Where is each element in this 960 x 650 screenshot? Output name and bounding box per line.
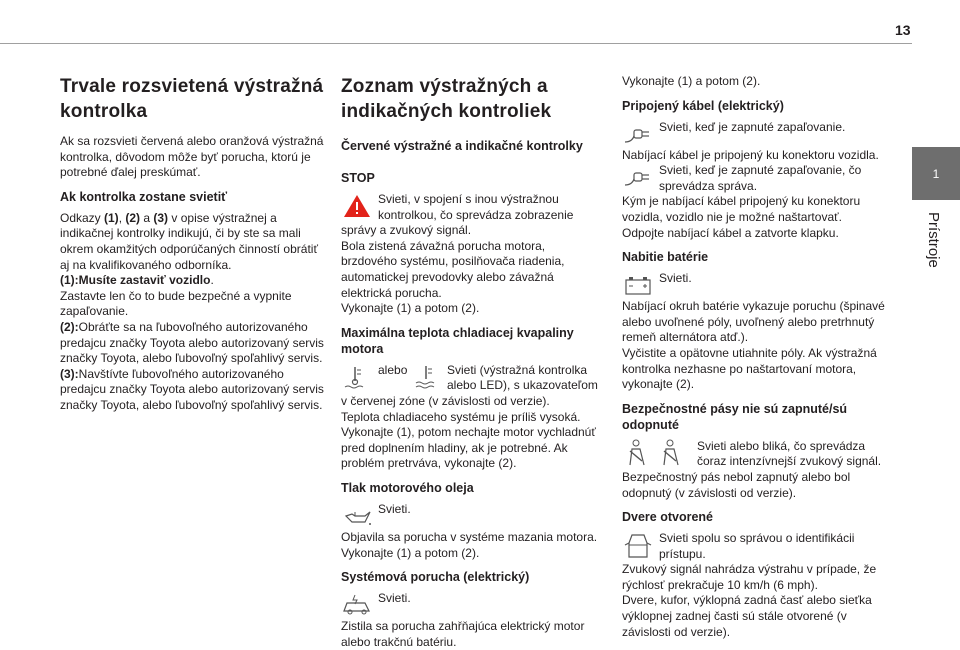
oil-entry bbox=[341, 502, 603, 530]
ref-3: (3) bbox=[153, 210, 169, 225]
belts-heading: Bezpečnostné pásy nie sú zapnuté/sú odopnuté bbox=[622, 401, 848, 432]
item-bold: Musíte zastaviť vozidlo bbox=[78, 273, 211, 288]
oil-text-3: Vykonajte (1) a potom (2). bbox=[341, 545, 480, 560]
item-1 bbox=[60, 273, 325, 289]
column-1 bbox=[60, 74, 325, 414]
header-rule bbox=[0, 43, 912, 44]
column-2 bbox=[341, 74, 603, 650]
intro-text: Ak sa rozsvieti červená alebo oranžová výstražná kontrolka, dôvodom môže byť porucha, ktorú je potrebné ďalej preskúmať. bbox=[60, 134, 324, 180]
text: . bbox=[210, 273, 214, 288]
coolant-text-3: Vykonajte (1), potom nechajte motor vychladnúť pred doplnením hladiny, ak je potrebné. Ak problém pretrváva, vykonajte (2). bbox=[341, 425, 596, 471]
battery-icon bbox=[622, 271, 654, 299]
stop-text-2: Bola zistená závažná porucha motora, brzdového systému, posilňovača riadenia, automatickej prevodovky alebo závažná elektrická porucha. bbox=[341, 238, 565, 300]
item-text: Navštívte ľubovoľného autorizovaného predajcu značky Toyota alebo autorizovaný servis značky Toyota, alebo ľubovoľný spoľahlivý servis. bbox=[60, 366, 324, 412]
ref-2: (2) bbox=[125, 210, 141, 225]
text: v opise výstražnej a indikačnej kontrolky indikujú, či by ste sa mali okrem okamžitých odporúčaných činností obrátiť aj na kvalifikovaného odborníka. bbox=[60, 210, 318, 272]
item-1-text: Zastavte len čo to bude bezpečné a vypnite zapaľovanie. bbox=[60, 288, 292, 319]
battery-heading: Nabitie batérie bbox=[622, 250, 709, 265]
battery-text-3: Vyčistite a opätovne utiahnite póly. Ak výstražná kontrolka nezhasne po naštartovaní motora, vykonajte (2). bbox=[622, 345, 877, 392]
battery-text-2: Nabíjací okruh batérie vykazuje poruchu (špinavé alebo uvoľnené póly, uvoľnený alebo pretrhnutý remeň alternátora atď.). bbox=[622, 299, 885, 345]
alebo-label: alebo bbox=[378, 362, 408, 377]
oil-text-1: Svieti. bbox=[378, 501, 411, 516]
coolant-led-icon bbox=[410, 363, 442, 391]
doors-heading: Dvere otvorené bbox=[622, 510, 714, 525]
doors-text-3: Dvere, kufor, výklopná zadná časť alebo sieťka výklopnej zadnej časti sú stále otvorené (v závislosti od verzie). bbox=[622, 593, 872, 639]
electric-text-2: Zistila sa porucha zahřňajúca elektrický motor alebo trakčnú batériu. bbox=[341, 619, 585, 649]
belts-text-2: Bezpečnostný pás nebol zapnutý alebo bol odopnutý (v závislosti od verzie). bbox=[622, 469, 851, 500]
section-title: Zoznam výstražných a indikačných kontroliek bbox=[341, 76, 552, 122]
item-2 bbox=[60, 320, 325, 367]
subheading: Ak kontrolka zostane svietiť bbox=[60, 189, 228, 204]
oil-heading: Tlak motorového oleja bbox=[341, 480, 474, 495]
stop-text-1: Svieti, v spojení s inou výstražnou kontrolkou, čo sprevádza zobrazenie správy a zvukový signál. bbox=[341, 192, 574, 238]
item-label: (1): bbox=[60, 273, 79, 288]
door-open-icon bbox=[622, 531, 654, 559]
stop-entry bbox=[341, 192, 603, 239]
doors-entry bbox=[622, 531, 890, 562]
cable-text-2: Nabíjací kábel je pripojený ku konektoru vozidla. bbox=[622, 147, 879, 162]
cable-entry-2 bbox=[622, 163, 890, 194]
stop-heading: STOP bbox=[341, 171, 375, 185]
item-text: Obráťte sa na ľubovoľného autorizovaného predajcu značky Toyota alebo autorizovaný servis značky Toyota, alebo ľubovoľný spoľahlivý servis. bbox=[60, 319, 324, 366]
electric-entry bbox=[341, 591, 603, 619]
cable-heading: Pripojený kábel (elektrický) bbox=[622, 98, 784, 113]
subtitle: Červené výstražné a indikačné kontrolky bbox=[341, 139, 583, 153]
oil-can-icon bbox=[341, 502, 373, 530]
coolant-heading: Maximálna teplota chladiacej kvapaliny motora bbox=[341, 325, 574, 356]
electric-car-fault-icon bbox=[341, 591, 373, 619]
charging-plug-icon bbox=[622, 163, 654, 191]
seatbelt-icon bbox=[622, 439, 692, 467]
doors-text-2: Zvukový signál nahrádza výstrahu v prípade, že rýchlosť prekračuje 10 km/h (6 mph). bbox=[622, 562, 877, 592]
ref-1: (1) bbox=[104, 210, 119, 225]
item-label: (2): bbox=[60, 319, 79, 334]
electric-heading: Systémová porucha (elektrický) bbox=[341, 570, 530, 585]
stop-text-3: Vykonajte (1) a potom (2). bbox=[341, 301, 480, 316]
charging-plug-icon bbox=[622, 120, 654, 148]
section-label: Prístroje bbox=[925, 212, 942, 268]
item-label: (3): bbox=[60, 366, 79, 381]
coolant-entry bbox=[341, 363, 603, 410]
belts-entry bbox=[622, 439, 890, 470]
text: a bbox=[140, 210, 154, 225]
text: Odkazy bbox=[60, 210, 105, 225]
oil-text-2: Objavila sa porucha v systéme mazania motora. bbox=[341, 529, 598, 544]
refs-paragraph bbox=[60, 211, 325, 273]
cable-text-3: Svieti, keď je zapnuté zapaľovanie, čo sprevádza správa. bbox=[659, 163, 862, 193]
cable-text-4: Kým je nabíjací kábel pripojený ku konektoru vozidla, vozidlo nie je možné naštartovať. bbox=[622, 194, 861, 224]
cable-entry bbox=[622, 120, 890, 148]
cable-text-1: Svieti, keď je zapnuté zapaľovanie. bbox=[659, 119, 846, 134]
battery-text-1: Svieti. bbox=[659, 271, 692, 286]
belts-text-1: Svieti alebo bliká, čo sprevádza čoraz intenzívnejší zvukový signál. bbox=[697, 438, 882, 469]
electric-text-1: Svieti. bbox=[378, 591, 411, 606]
cable-text-5: Odpojte nabíjací kábel a zatvorte klapku. bbox=[622, 225, 839, 240]
coolant-text-1: Svieti (výstražná kontrolka alebo LED), s ukazovateľom v červenej zóne (v závislosti od verzie). bbox=[341, 362, 598, 408]
top-text: Vykonajte (1) a potom (2). bbox=[622, 74, 761, 88]
section-tab[interactable]: 1 bbox=[912, 147, 960, 200]
warning-triangle-icon bbox=[341, 192, 373, 220]
doors-text-1: Svieti spolu so správou o identifikácii prístupu. bbox=[659, 531, 855, 561]
coolant-text-2: Teplota chladiaceho systému je príliš vysoká. bbox=[341, 409, 581, 424]
section-title: Trvale rozsvietená výstražná kontrolka bbox=[60, 76, 324, 122]
text: , bbox=[118, 210, 126, 225]
coolant-temperature-icon bbox=[341, 363, 373, 391]
column-3 bbox=[622, 74, 890, 640]
item-3 bbox=[60, 367, 325, 414]
battery-entry bbox=[622, 271, 890, 299]
page-number: 13 bbox=[895, 22, 911, 38]
